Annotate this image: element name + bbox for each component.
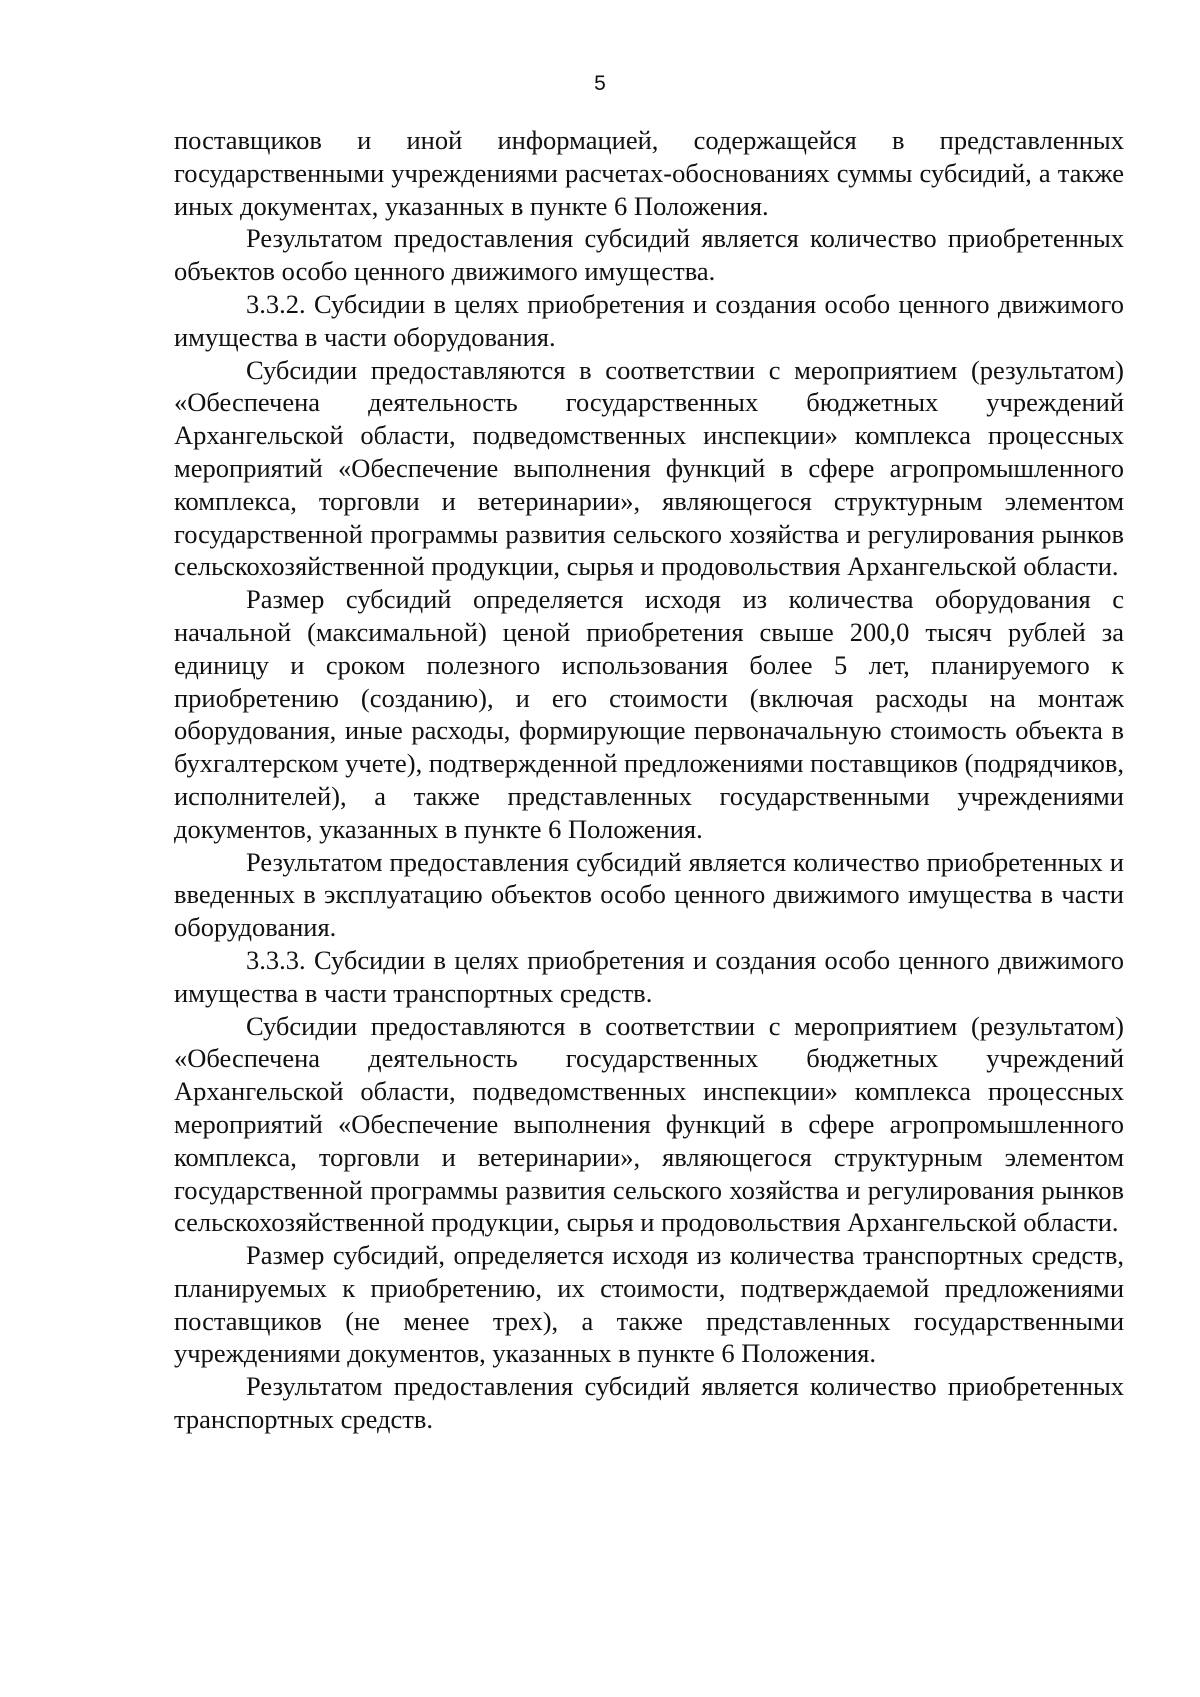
section-3-3-2-heading: 3.3.2. Субсидии в целях приобретения и создания особо ценного движимого имущества в части оборудования. [174, 288, 1124, 352]
paragraph-size-equipment: Размер субсидий определяется исходя из количества оборудования с начальной (максимальной) ценой приобретения свыше 200,0 тысяч рублей за единицу и сроком полезного использования более 5 лет, планируемого к приобретению (созданию), и его стоимости (включая расходы на монтаж оборудования, иные расходы, формирующие первоначальную стоимость объекта в бухгалтерском учете), подтвержденной предложениями поставщиков (подрядчиков, исполнителей), а также представленных государственными учреждениями документов, указанных в пункте 6 Положения. [174, 584, 1124, 844]
paragraph-result-transport: Результатом предоставления субсидий является количество приобретенных транспортных средств. [174, 1371, 1124, 1435]
paragraph-continuation: поставщиков и иной информацией, содержащейся в представленных государственными учреждениями расчетах-обоснованиях суммы субсидий, а также иных документах, указанных в пункте 6 Положения. [174, 125, 1124, 221]
document-body [174, 124, 1124, 1436]
page-number: 5 [594, 72, 606, 95]
paragraph-result-ocdi: Результатом предоставления субсидий является количество приобретенных объектов особо ценного движимого имущества. [174, 223, 1124, 287]
paragraph-size-transport: Размер субсидий, определяется исходя из количества транспортных средств, планируемых к приобретению, их стоимости, подтверждаемой предложениями поставщиков (не менее трех), а также представленных государственными учреждениями документов, указанных в пункте 6 Положения. [174, 1240, 1124, 1369]
paragraph-subsidies-transport: Субсидии предоставляются в соответствии с мероприятием (результатом) «Обеспечена деятельность государственных бюджетных учреждений Архангельской области, подведомственных инспекции» комплекса процессных мероприятий «Обеспечение выполнения функций в сфере агропромышленного комплекса, торговли и ветеринарии», являющегося структурным элементом государственной программы развития сельского хозяйства и регулирования рынков сельскохозяйственной продукции, сырья и продовольствия Архангельской области. [174, 1010, 1124, 1238]
section-3-3-3-heading: 3.3.3. Субсидии в целях приобретения и создания особо ценного движимого имущества в части транспортных средств. [174, 944, 1124, 1008]
paragraph-result-equipment: Результатом предоставления субсидий является количество приобретенных и введенных в эксплуатацию объектов особо ценного движимого имущества в части оборудования. [174, 846, 1124, 943]
paragraph-subsidies-equipment: Субсидии предоставляются в соответствии с мероприятием (результатом) «Обеспечена деятельность государственных бюджетных учреждений Архангельской области, подведомственных инспекции» комплекса процессных мероприятий «Обеспечение выполнения функций в сфере агропромышленного комплекса, торговли и ветеринарии», являющегося структурным элементом государственной программы развития сельского хозяйства и регулирования рынков сельскохозяйственной продукции, сырья и продовольствия Архангельской области. [174, 354, 1124, 582]
